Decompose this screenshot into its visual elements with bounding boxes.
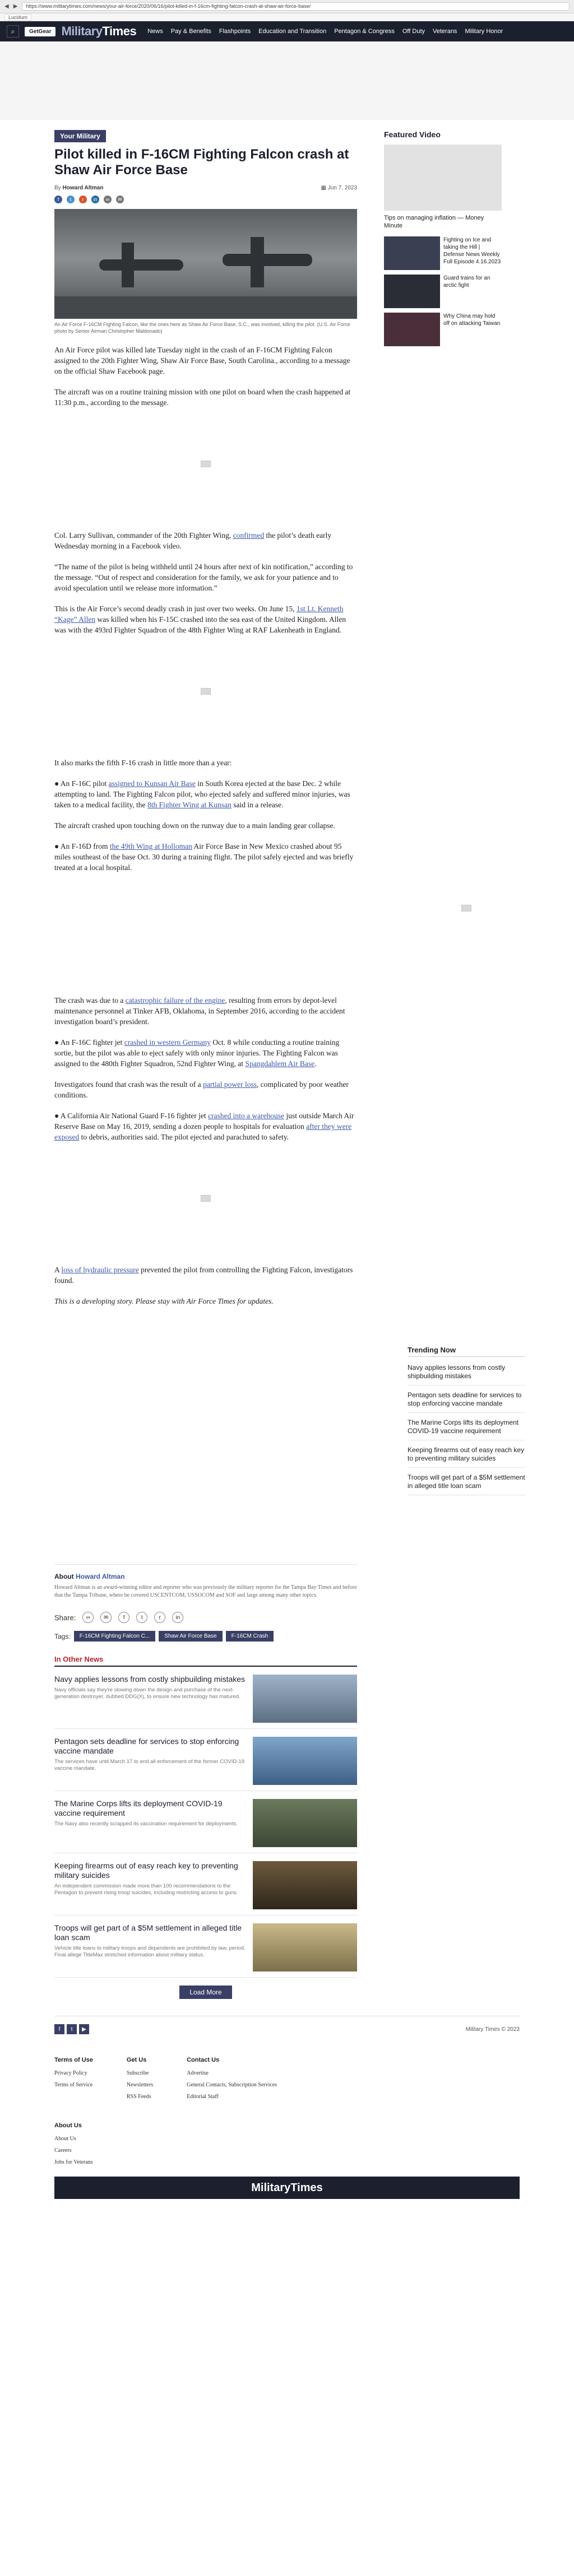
trending-heading: Trending Now (408, 1346, 525, 1357)
browser-tabs (0, 13, 574, 21)
trending-item[interactable]: The Marine Corps lifts its deployment COVID-19 vaccine requirement (408, 1416, 525, 1440)
germany-crash-link[interactable]: crashed in western Germany (124, 1038, 211, 1047)
video-thumbnail[interactable] (384, 313, 440, 346)
footer-heading: Terms of Use (54, 2057, 93, 2063)
news-image[interactable] (253, 1737, 357, 1785)
video-title[interactable]: Fighting on Ice and taking the Hill | Defense News Weekly Full Episode 4.16.2023 (443, 237, 501, 265)
featured-video-heading: Featured Video (384, 130, 441, 139)
ad-marker (201, 1195, 211, 1202)
fighter-wing-link[interactable]: 8th Fighter Wing at Kunsan (147, 801, 232, 809)
footer-link[interactable]: Privacy Policy (54, 2070, 87, 2076)
copyright: Military Times © 2023 (465, 2026, 520, 2033)
news-desc: The Navy also recently scrapped its vaccination requirement for deployments. (54, 1821, 238, 1827)
footer-link[interactable]: Newsletters (126, 2082, 154, 2088)
social-links (54, 2024, 89, 2034)
facebook-icon[interactable]: f (54, 2024, 64, 2034)
footer-columns (54, 2057, 520, 2105)
spangdahlem-link[interactable]: Spangdahlem Air Base (245, 1059, 315, 1068)
news-image[interactable] (253, 1861, 357, 1909)
paragraph: ● An F-16C pilot assigned to Kunsan Air Base in South Korea ejected at the base Dec. 2 while attempting to land. The Fighting Falcon pilot, who ejected safely and suffered minor injuries, was taken to a medical facility, the 8th Fighter Wing at Kunsan said in a release. (54, 779, 350, 809)
footer-link[interactable]: RSS Feeds (126, 2094, 151, 2100)
nav-flashpoints[interactable]: Flashpoints (219, 28, 251, 35)
footer-top (54, 2016, 520, 2034)
twitter-icon[interactable]: t (136, 1612, 147, 1623)
nav-pentagon[interactable]: Pentagon & Congress (334, 28, 395, 35)
publish-date: Jun 7, 2023 (327, 185, 357, 191)
video-title[interactable]: Guard trains for an arctic fight (443, 275, 490, 289)
news-desc: Vehicle title loans to military troops and dependents are prohibited by law, period. Final allege TitleMax stretched information about military status. (54, 1945, 246, 1958)
paragraph: Investigators found that crash was the result of a partial power loss, complicated by poor weather conditions. (54, 1080, 349, 1099)
other-news-heading: In Other News (54, 1655, 357, 1667)
news-item[interactable] (54, 1737, 357, 1791)
footer-heading: Contact Us (187, 2057, 220, 2063)
paragraph: ● A California Air National Guard F-16 fighter jet crashed into a warehouse just outside March Air Reserve Base on May 16, 2019, sending a dozen people to hospitals for evaluation after they were exposed to debris, authorities said. The pilot ejected and parachuted to safety. (54, 1112, 354, 1141)
footer-link[interactable]: Editorial Staff (187, 2094, 219, 2100)
site-logo[interactable] (61, 24, 136, 39)
tags-label: Tags: (54, 1632, 71, 1640)
footer-col-contact (187, 2057, 277, 2105)
load-more-button[interactable]: Load More (179, 1986, 232, 1999)
news-image[interactable] (253, 1675, 357, 1723)
byline-prefix: By (54, 185, 61, 191)
nav-veterans[interactable]: Veterans (433, 28, 457, 35)
linkedin-icon[interactable]: in (91, 196, 99, 203)
trending-item[interactable]: Pentagon sets deadline for services to stop enforcing vaccine mandate (408, 1389, 525, 1413)
footer-link[interactable]: Terms of Service (54, 2082, 93, 2088)
youtube-icon[interactable]: ▶ (79, 2024, 89, 2034)
news-title[interactable]: Keeping firearms out of easy reach key to preventing military suicides (54, 1861, 238, 1880)
twitter-icon[interactable]: t (67, 2024, 77, 2034)
site-header (0, 21, 574, 41)
news-title[interactable]: Navy applies lessons from costly shipbuilding mistakes (54, 1675, 246, 1684)
news-title[interactable]: Troops will get part of a $5M settlement in alleged title loan scam (54, 1923, 242, 1942)
paragraph: A loss of hydraulic pressure prevented the pilot from controlling the Fighting Falcon, investigators found. (54, 1266, 353, 1285)
footer-link[interactable]: Careers (54, 2147, 72, 2154)
back-icon[interactable]: ◀ (4, 3, 9, 10)
author-bio: Howard Altman is an award-winning editor and reporter who was previously the military reporter for the Tampa Bay Times and before that the Tampa Tribune, where he covered USCENTCOM, USSOCOM and SOF and large among many other topics. (54, 1584, 357, 1598)
share-footer (54, 1612, 357, 1623)
inline-ad (54, 1142, 357, 1254)
paragraph: It also marks the fifth F-16 crash in little more than a year: (54, 759, 232, 767)
logo-part-times: Times (102, 24, 137, 38)
ad-marker (201, 461, 211, 467)
about-author-link[interactable]: Howard Altman (76, 1573, 125, 1580)
video-title[interactable]: Why China may hold off on attacking Taiwan (443, 313, 501, 327)
paragraph: Col. Larry Sullivan, commander of the 20th Fighter Wing, confirmed the pilot’s death early Wednesday morning in a Facebook video. (54, 531, 332, 550)
footer-col-terms (54, 2057, 93, 2105)
video-item[interactable] (384, 313, 502, 346)
email-icon[interactable]: ✉ (100, 1612, 112, 1623)
article (54, 130, 357, 1999)
news-desc: An independent commission made more than 100 recommendations to the Pentagon to prevent rising troop suicides, including restricting access to guns. (54, 1883, 238, 1896)
news-item[interactable] (54, 1675, 357, 1729)
main-nav (147, 28, 503, 35)
paragraph: ● An F-16C fighter jet crashed in western Germany Oct. 8 while conducting a routine training sortie, but the pilot was able to eject safely with only minor injuries. The Fighting Falcon was assigned to the 480th Fighter Squadron, 52nd Fighter Wing, at Spangdahlem Air Base. (54, 1038, 340, 1068)
hydraulic-link[interactable]: loss of hydraulic pressure (61, 1266, 139, 1274)
footer-link[interactable]: Jobs for Veterans (54, 2159, 93, 2165)
forward-icon[interactable]: ▶ (13, 3, 18, 10)
video-thumbnail[interactable] (384, 275, 440, 308)
nav-military-honor[interactable]: Military Honor (465, 28, 503, 35)
developing-note: This is a developing story. Please stay with Air Force Times for updates. (54, 1297, 274, 1305)
warehouse-link[interactable]: crashed into a warehouse (207, 1112, 285, 1120)
footer-heading: Get Us (126, 2057, 147, 2063)
nav-education[interactable]: Education and Transition (258, 28, 327, 35)
section-kicker[interactable]: Your Military (54, 130, 106, 142)
other-news (54, 1655, 357, 1999)
footer-link[interactable]: Advertise (187, 2070, 209, 2076)
facebook-icon[interactable]: f (54, 196, 62, 203)
logo-part-military: Military (61, 24, 103, 38)
calendar-icon: ▦ (321, 185, 326, 191)
trending-item[interactable]: Troops will get part of a $5M settlement in alleged title loan scam (408, 1471, 525, 1495)
kunsan-link[interactable]: assigned to Kunsan Air Base (108, 779, 196, 788)
news-title[interactable]: The Marine Corps lifts its deployment COVID-19 vaccine requirement (54, 1799, 223, 1817)
video-item[interactable] (384, 236, 502, 270)
news-desc: Navy officials say they're slowing down the design and purchase of the next-generation destroyer, dubbed DDG(X), to ensure new technology has matured. (54, 1687, 240, 1700)
inline-ad (54, 408, 357, 520)
share-bar (54, 196, 357, 203)
video-item[interactable] (384, 275, 502, 308)
twitter-icon[interactable]: t (67, 196, 75, 203)
hero-image (54, 209, 357, 319)
share-label: Share: (54, 1613, 76, 1622)
footer-heading: About Us (54, 2122, 82, 2129)
footer-col-about (54, 2122, 520, 2165)
email-icon[interactable]: ✉ (116, 196, 124, 203)
video-list (384, 236, 502, 346)
footer-brand[interactable]: MilitaryTimes (54, 2177, 520, 2199)
video-thumbnail[interactable] (384, 236, 440, 270)
reddit-icon[interactable]: r (79, 196, 87, 203)
paragraph: The crash was due to a catastrophic failure of the engine, resulting from errors by depot-level maintenance personnel at Tinker AFB, Oklahoma, in September 2016, according to the accident investigation board’s president. (54, 996, 345, 1026)
trending-now (408, 1346, 525, 1499)
news-item[interactable] (54, 1923, 357, 1978)
news-item[interactable] (54, 1861, 357, 1915)
article-body (54, 345, 357, 1542)
paragraph: ● An F-16D from the 49th Wing at Holloman Air Force Base in New Mexico crashed about 95 miles southeast of the base Oct. 30 during a training flight. The pilot safely ejected and was briefly treated at a local hospital. (54, 842, 354, 872)
bottom-ad (54, 1306, 357, 1542)
tag[interactable]: Shaw Air Force Base (159, 1631, 222, 1642)
paragraph: “The name of the pilot is being withheld until 24 hours after next of kin notification,” according to the message. “Out of respect and consideration for the family, we ask for your patience and to avoid speculation until we release more information.” (54, 562, 353, 592)
news-image[interactable] (253, 1923, 357, 1971)
author-link[interactable]: Howard Altman (62, 185, 104, 191)
news-image[interactable] (253, 1799, 357, 1847)
browser-tab[interactable]: Lucidum (4, 14, 31, 21)
footer-about (54, 2122, 520, 2165)
sidebar (384, 130, 502, 1999)
news-title[interactable]: Pentagon sets deadline for services to stop enforcing vaccine mandate (54, 1737, 239, 1755)
inline-ad (54, 873, 357, 985)
engine-failure-link[interactable]: catastrophic failure of the engine (125, 996, 225, 1005)
browser-toolbar (0, 0, 574, 13)
reddit-icon[interactable]: r (154, 1612, 165, 1623)
exposed-link[interactable]: after they were exposed (54, 1122, 352, 1141)
footer-link[interactable]: Subscribe (126, 2070, 149, 2076)
allen-link[interactable]: 1st Lt. Kenneth “Kage” Allen (54, 605, 344, 624)
inline-ad (54, 635, 357, 747)
nav-off-duty[interactable]: Off Duty (402, 28, 425, 35)
about-heading: About Howard Altman (54, 1573, 125, 1580)
facebook-icon[interactable]: f (118, 1612, 129, 1623)
side-ad (408, 900, 525, 917)
featured-video-player[interactable] (384, 145, 502, 211)
tag[interactable]: F-16CM Crash (226, 1631, 274, 1642)
trending-item[interactable]: Navy applies lessons from costly shipbuilding mistakes (408, 1361, 525, 1385)
footer-link[interactable]: About Us (54, 2136, 76, 2142)
nav-pay-benefits[interactable]: Pay & Benefits (170, 28, 211, 35)
paragraph: An Air Force pilot was killed late Tuesday night in the crash of an F-16CM Fighting Falcon assigned to the 20th Fighter Wing, Shaw Air Force Base, South Carolina., according to a message on the official Shaw Facebook page. (54, 346, 350, 375)
news-desc: The services have until March 17 to end all enforcement of the former COVID-19 vaccine mandate. (54, 1759, 244, 1771)
search-icon[interactable]: ⌕ (7, 25, 19, 38)
paragraph: The aircraft was on a routine training mission with one pilot on board when the crash happened at 11:30 p.m., according to the message. (54, 388, 351, 407)
featured-video-title[interactable]: Tips on managing inflation — Money Minute (384, 215, 484, 229)
paragraph: The aircraft crashed upon touching down on the runway due to a main landing gear collapse. (54, 821, 335, 830)
ad-marker (461, 905, 471, 912)
power-loss-link[interactable]: partial power loss (203, 1080, 257, 1089)
top-ad-slot (0, 41, 574, 120)
news-item[interactable] (54, 1799, 357, 1853)
paragraph: This is the Air Force’s second deadly crash in just over two weeks. On June 15, 1st Lt. Kenneth “Kage” Allen was killed when his F-15C crashed into the sea east of the United Kingdom. Allen was with the 493rd Fighter Squadron of the 48th Fighter Wing at RAF Lakenheath in England. (54, 605, 346, 634)
byline (54, 185, 357, 191)
footer-link[interactable]: General Contacts, Subscription Services (187, 2082, 277, 2088)
trending-item[interactable]: Keeping firearms out of easy reach key to preventing military suicides (408, 1444, 525, 1468)
about-author (54, 1564, 357, 1599)
link-icon[interactable]: ∞ (104, 196, 112, 203)
footer-col-get-us (127, 2057, 153, 2105)
address-bar[interactable]: https://www.militarytimes.com/news/your-air-force/2020/06/16/pilot-killed-in-f-16cm-fighting-falcon-crash-at-shaw-air-force-base/ (22, 2, 570, 11)
ad-marker (201, 688, 211, 695)
get-gear-button[interactable]: GetGear (25, 27, 55, 36)
nav-news[interactable]: News (147, 28, 163, 35)
linkedin-icon[interactable]: in (172, 1612, 183, 1623)
article-title: Pilot killed in F-16CM Fighting Falcon crash at Shaw Air Force Base (54, 147, 349, 178)
link-icon[interactable]: ∞ (82, 1612, 94, 1623)
tag[interactable]: F-16CM Fighting Falcon C... (74, 1631, 156, 1642)
holloman-link[interactable]: the 49th Wing at Holloman (109, 842, 192, 850)
tag-list (54, 1631, 357, 1642)
image-caption: An Air Force F-16CM Fighting Falcon, like the ones here as Shaw Air Force Base, S.C., was involved, killing the pilot. (U.S. Air Force photo by Senior Airman Christopher Maldonado) (54, 322, 350, 334)
confirmed-link[interactable]: confirmed (233, 531, 265, 540)
